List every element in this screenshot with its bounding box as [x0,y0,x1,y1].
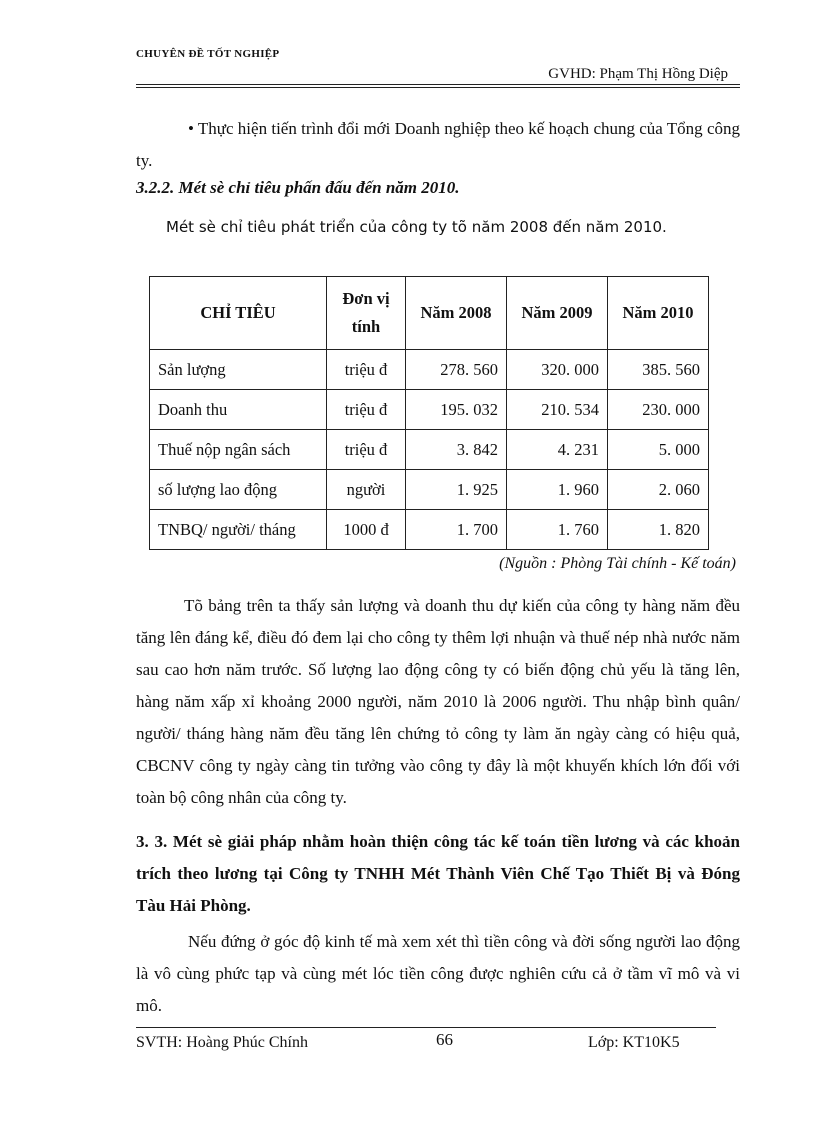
cell-2009: 320. 000 [507,350,608,390]
analysis-paragraph: Tõ bảng trên ta thấy sản lượng và doanh thu dự kiến của công ty hàng năm đều tăng lên đáng kể, điều đó đem lại cho công ty thêm lợi nhuận và thuế nép nhà nước năm sau cao hơn năm trước. Số lượng lao động công ty có biến động chủ yếu là tăng lên, hàng năm xấp xỉ khoảng 2000 người, năm 2010 là 2006 người. Thu nhập bình quân/ người/ tháng hàng năm đều tăng lên chứng tỏ công ty làm ăn ngày càng có hiệu quả, CBCNV công ty ngày càng tin tưởng vào công ty đây là một khuyến khích lớn đối với toàn bộ công nhân của công ty. [136,596,740,807]
cell-2009: 4. 231 [507,430,608,470]
footer-student: SVTH: Hoàng Phúc Chính [136,1034,308,1051]
row-unit: triệu đ [327,390,406,430]
cell-2009: 1. 760 [507,510,608,550]
cell-2009: 1. 960 [507,470,608,510]
section-heading-3-2-2: 3.2.2. Mét sè chỉ tiêu phấn đấu đến năm 2010. [136,178,460,197]
bullet-paragraph: • Thực hiện tiến trình đổi mới Doanh nghiệp theo kế hoạch chung của Tổng công ty. [136,119,740,170]
col-header-2010: Năm 2010 [608,277,709,350]
row-unit: 1000 đ [327,510,406,550]
header-title: CHUYÊN ĐỀ TỐT NGHIỆP [136,48,280,60]
header-supervisor: GVHD: Phạm Thị Hồng Diệp [548,66,728,82]
table-header-row [150,277,709,350]
row-label: Thuế nộp ngân sách [150,430,327,470]
cell-2008: 278. 560 [406,350,507,390]
row-label: Sản lượng [150,350,327,390]
table-row [150,430,709,470]
page-number: 66 [436,1030,453,1049]
row-label: TNBQ/ người/ tháng [150,510,327,550]
table-source-note: (Nguồn : Phòng Tài chính - Kế toán) [499,555,736,572]
footer-divider [136,1027,716,1028]
table-row [150,390,709,430]
cell-2008: 195. 032 [406,390,507,430]
table-row [150,350,709,390]
col-header-indicator: CHỈ TIÊU [150,277,327,350]
cell-2010: 1. 820 [608,510,709,550]
cell-2008: 3. 842 [406,430,507,470]
col-header-unit: Đơn vị tính [327,277,406,350]
cell-2009: 210. 534 [507,390,608,430]
footer-class: Lớp: KT10K5 [588,1034,680,1051]
header-divider [136,84,740,85]
row-label: số lượng lao động [150,470,327,510]
table-row [150,510,709,550]
row-label: Doanh thu [150,390,327,430]
cell-2010: 385. 560 [608,350,709,390]
cell-2008: 1. 700 [406,510,507,550]
closing-paragraph: Nếu đứng ở góc độ kinh tế mà xem xét thì tiền công và đời sống người lao động là vô cùng phức tạp và cùng mét lóc tiền công được nghiên cứu cả ở tầm vĩ mô và vi mô. [136,932,740,1015]
row-unit: triệu đ [327,430,406,470]
cell-2008: 1. 925 [406,470,507,510]
header-divider-double [136,87,740,88]
col-header-2009: Năm 2009 [507,277,608,350]
table-intro: Mét sè chỉ tiêu phát triển của công ty tõ năm 2008 đến năm 2010. [166,218,667,236]
cell-2010: 5. 000 [608,430,709,470]
cell-2010: 2. 060 [608,470,709,510]
col-header-2008: Năm 2008 [406,277,507,350]
row-unit: người [327,470,406,510]
section-heading-3-3: 3. 3. Mét sè giải pháp nhằm hoàn thiện công tác kế toán tiền lương và các khoản trích theo lương tại Công ty TNHH Mét Thành Viên Chế Tạo Thiết Bị và Đóng Tàu Hải Phòng. [136,832,740,915]
targets-table [149,276,709,550]
row-unit: triệu đ [327,350,406,390]
table-row [150,470,709,510]
cell-2010: 230. 000 [608,390,709,430]
